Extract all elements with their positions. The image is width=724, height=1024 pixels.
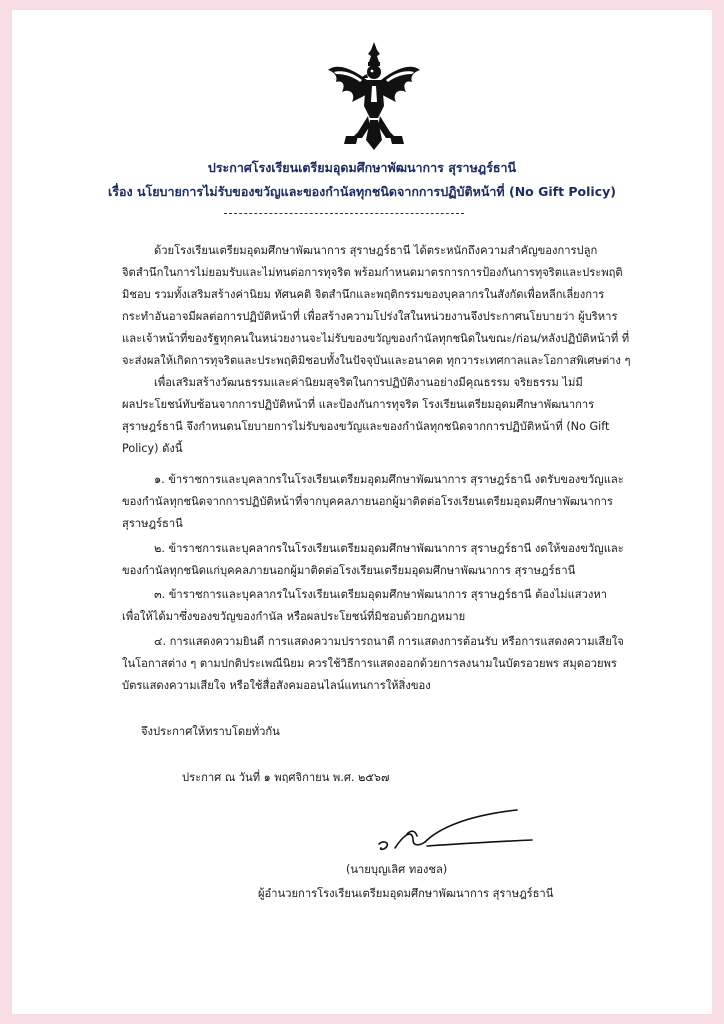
text-line: และเจ้าหน้าที่ของรัฐทุกคนในหน่วยงานจะไม่รับของขวัญของกำนัลทุกชนิดในขณะ/ก่อน/หลังปฏิบัติหน้าที่ ที่	[122, 332, 630, 345]
garuda-emblem-icon	[324, 40, 424, 152]
handwritten-signature	[367, 808, 537, 860]
text-line: ๑. ข้าราชการและบุคลากรในโรงเรียนเตรียมอุดมศึกษาพัฒนาการ สุราษฎร์ธานี งดรับของขวัญและ	[154, 473, 624, 486]
text-line: บัตรแสดงความเสียใจ หรือใช้สื่อสังคมออนไลน์แทนการให้สิ่งของ	[122, 679, 431, 692]
text-line: เพื่อเสริมสร้างวัฒนธรรมและค่านิยมสุจริตในการปฏิบัติงานอย่างมีคุณธรรม จริยธรรม ไม่มี	[154, 376, 583, 389]
text-line: สุราษฎร์ธานี	[122, 517, 183, 530]
text-line: ของกำนัลทุกชนิดแก่บุคคลภายนอกผู้มาติดต่อโรงเรียนเตรียมอุดมศึกษาพัฒนาการ สุราษฎร์ธานี	[122, 564, 576, 577]
text-line: เพื่อให้ได้มาซึ่งของขวัญของกำนัล หรือผลประโยชน์ที่มิชอบด้วยกฎหมาย	[122, 610, 466, 623]
text-line: กระทำอันอาจมีผลต่อการปฏิบัติหน้าที่ เพื่อสร้างความโปร่งใสในหน่วยงานจึงประกาศนโยบายว่า ผู้บริหาร	[122, 310, 618, 323]
document-subject: เรื่อง นโยบายการไม่รับของขวัญและของกำนัลทุกชนิดจากการปฏิบัติหน้าที่ (No Gift Policy)	[108, 184, 616, 199]
text-line: ผลประโยชน์ทับซ้อนจากการปฏิบัติหน้าที่ และป้องกันการทุจริต โรงเรียนเตรียมอุดมศึกษาพัฒนาการ	[122, 398, 595, 411]
text-line: ในโอกาสต่าง ๆ ตามปกติประเพณีนิยม ควรใช้วิธีการแสดงออกด้วยการลงนามในบัตรอวยพร สมุดอวยพร	[122, 657, 617, 670]
text-line: สุราษฎร์ธานี จึงกำหนดนโยบายการไม่รับของขวัญและของกำนัลทุกชนิดจากการปฏิบัติหน้าที่ (No Gift	[122, 420, 610, 433]
text-line: จะส่งผลให้เกิดการทุจริตและประพฤติมิชอบทั้งในปัจจุบันและอนาคต ทุกวาระเทศกาลและโอกาสพิเศษต่าง ๆ	[122, 354, 631, 367]
document-page	[12, 10, 712, 1014]
announcement-closing: จึงประกาศให้ทราบโดยทั่วกัน	[141, 725, 280, 738]
policy-item-1	[122, 469, 624, 535]
paragraph-purpose	[122, 372, 610, 460]
text-line: จิตสำนึกในการไม่ยอมรับและไม่ทนต่อการทุจริต พร้อมกำหนดมาตรการการป้องกันการทุจริตและประพฤติ	[122, 266, 623, 279]
policy-item-2	[122, 538, 624, 582]
announcement-date: ประกาศ ณ วันที่ ๑ พฤศจิกายน พ.ศ. ๒๕๖๗	[182, 771, 390, 784]
signer-name: (นายบุญเลิศ ทองชล)	[346, 863, 448, 876]
text-line: มิชอบ รวมทั้งเสริมสร้างค่านิยม ทัศนคติ จิตสำนึกและพฤติกรรมของบุคลากรในสังกัดเพื่อหลีกเลี่ยงการ	[122, 288, 605, 301]
text-line: Policy) ดังนี้	[122, 442, 183, 455]
policy-item-4	[122, 631, 624, 697]
text-line: ด้วยโรงเรียนเตรียมอุดมศึกษาพัฒนาการ สุราษฎร์ธานี ได้ตระหนักถึงความสำคัญของการปลูก	[154, 244, 598, 257]
text-line: ๔. การแสดงความยินดี การแสดงความปรารถนาดี การแสดงการต้อนรับ หรือการแสดงความเสียใจ	[154, 635, 624, 648]
policy-item-3	[122, 584, 608, 628]
paragraph-intro	[122, 240, 631, 372]
text-line: ๓. ข้าราชการและบุคลากรในโรงเรียนเตรียมอุดมศึกษาพัฒนาการ สุราษฎร์ธานี ต้องไม่แสวงหา	[154, 588, 608, 601]
signer-position: ผู้อำนวยการโรงเรียนเตรียมอุดมศึกษาพัฒนาการ สุราษฎร์ธานี	[258, 887, 554, 900]
document-title: ประกาศโรงเรียนเตรียมอุดมศึกษาพัฒนาการ สุราษฎร์ธานี	[207, 160, 517, 175]
title-divider	[224, 213, 464, 214]
text-line: ของกำนัลทุกชนิดจากการปฏิบัติหน้าที่จากบุคคลภายนอกผู้มาติดต่อโรงเรียนเตรียมอุดมศึกษาพัฒนาการ	[122, 495, 613, 508]
text-line: ๒. ข้าราชการและบุคลากรในโรงเรียนเตรียมอุดมศึกษาพัฒนาการ สุราษฎร์ธานี งดให้ของขวัญและ	[154, 542, 624, 555]
